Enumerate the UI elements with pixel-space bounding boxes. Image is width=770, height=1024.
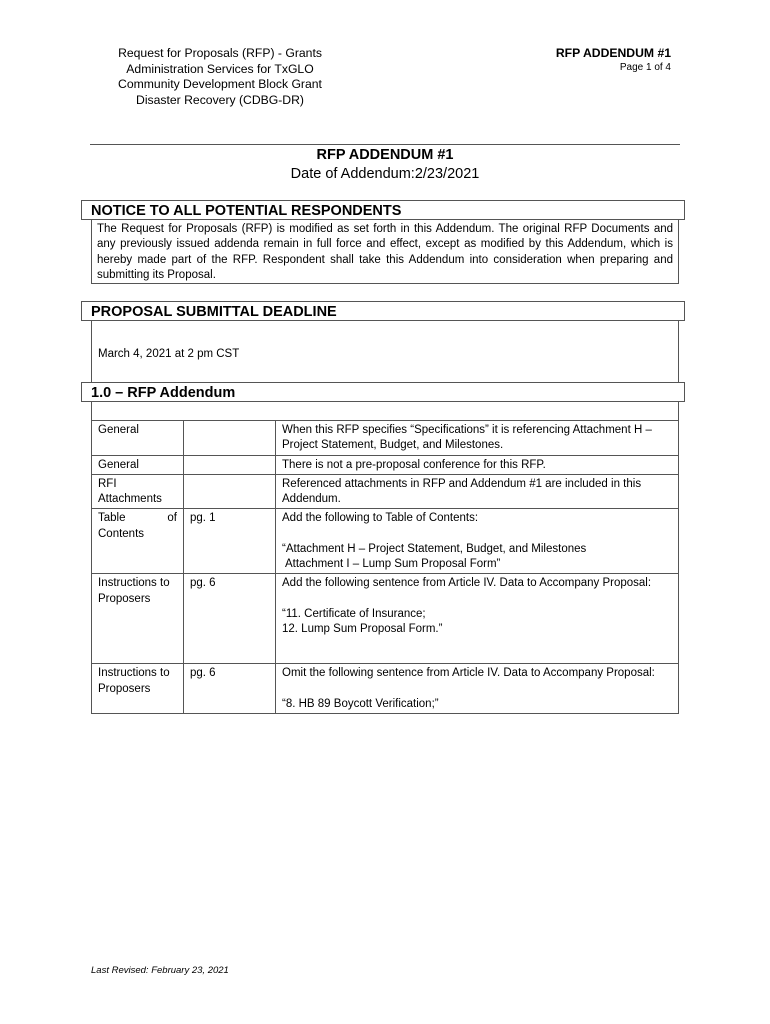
notice-heading: NOTICE TO ALL POTENTIAL RESPONDENTS [81,200,685,220]
table-row [92,421,679,456]
table-cell: General [92,455,184,474]
table-row [92,509,679,574]
cell-line [98,511,177,526]
header-line: Community Development Block Grant [118,77,322,92]
header-line: Request for Proposals (RFP) - Grants [118,46,322,60]
table-cell [184,421,276,456]
table-row [92,664,679,714]
table-cell: When this RFP specifies “Specifications” it is referencing Attachment H – Project Statement, Budget, and Milestones. [276,421,679,456]
cell-quote: “11. Certificate of Insurance; [282,607,426,620]
table-cell: RFI Attachments [92,474,184,509]
table-cell [184,474,276,509]
notice-body: The Request for Proposals (RFP) is modified as set forth in this Addendum. The original RFP Documents and any previously issued addenda remain in full force and effect, except as modified by this Addendum, which is hereby made part of the RFP. Respondent shall take this Addendum into consideration when preparing and submitting its Proposal. [97,223,673,281]
header-addendum-label: RFP ADDENDUM #1 [555,46,671,60]
addendum-box [91,402,679,420]
table-cell: pg. 6 [184,574,276,664]
cell-line: Contents [98,527,145,540]
table-cell [276,664,679,714]
addendum-table [91,420,679,714]
header-line: Administration Services for TxGLO [126,61,314,76]
cell-word: Table [98,512,126,525]
cell-intro: Add the following to Table of Contents: [282,512,479,525]
table-cell: Instructions to Proposers [92,664,184,714]
table-cell [184,455,276,474]
header-left [92,46,348,108]
table-row [92,455,679,474]
table-cell: Referenced attachments in RFP and Addendum #1 are included in this Addendum. [276,474,679,509]
table-cell: pg. 6 [184,664,276,714]
table-cell [276,574,679,664]
addendum-heading: 1.0 – RFP Addendum [81,382,685,402]
cell-quote: Attachment I – Lump Sum Proposal Form” [285,558,501,571]
table-cell: There is not a pre-proposal conference for this RFP. [276,455,679,474]
deadline-heading: PROPOSAL SUBMITTAL DEADLINE [81,301,685,321]
table-cell: pg. 1 [184,509,276,574]
cell-quote: “Attachment H – Project Statement, Budget, and Milestones [282,542,587,555]
cell-intro: Add the following sentence from Article IV. Data to Accompany Proposal: [282,577,652,590]
table-cell: General [92,421,184,456]
cell-word: of [167,512,177,525]
table-cell: Instructions to Proposers [92,574,184,664]
cell-quote: “8. HB 89 Boycott Verification;” [282,697,439,710]
table-row [92,574,679,664]
footer-revised: Last Revised: February 23, 2021 [91,965,229,976]
page-title: RFP ADDENDUM #1 [316,147,454,163]
page-number: Page 1 of 4 [619,62,671,73]
table-cell [92,509,184,574]
table-row [92,474,679,509]
header-divider [90,144,680,145]
header-line: Disaster Recovery (CDBG-DR) [136,92,304,107]
cell-quote: 12. Lump Sum Proposal Form.” [282,622,443,635]
deadline-text: March 4, 2021 at 2 pm CST [98,348,240,360]
cell-intro: Omit the following sentence from Article IV. Data to Accompany Proposal: [282,667,655,680]
table-cell [276,509,679,574]
addendum-date: Date of Addendum:2/23/2021 [290,166,480,182]
